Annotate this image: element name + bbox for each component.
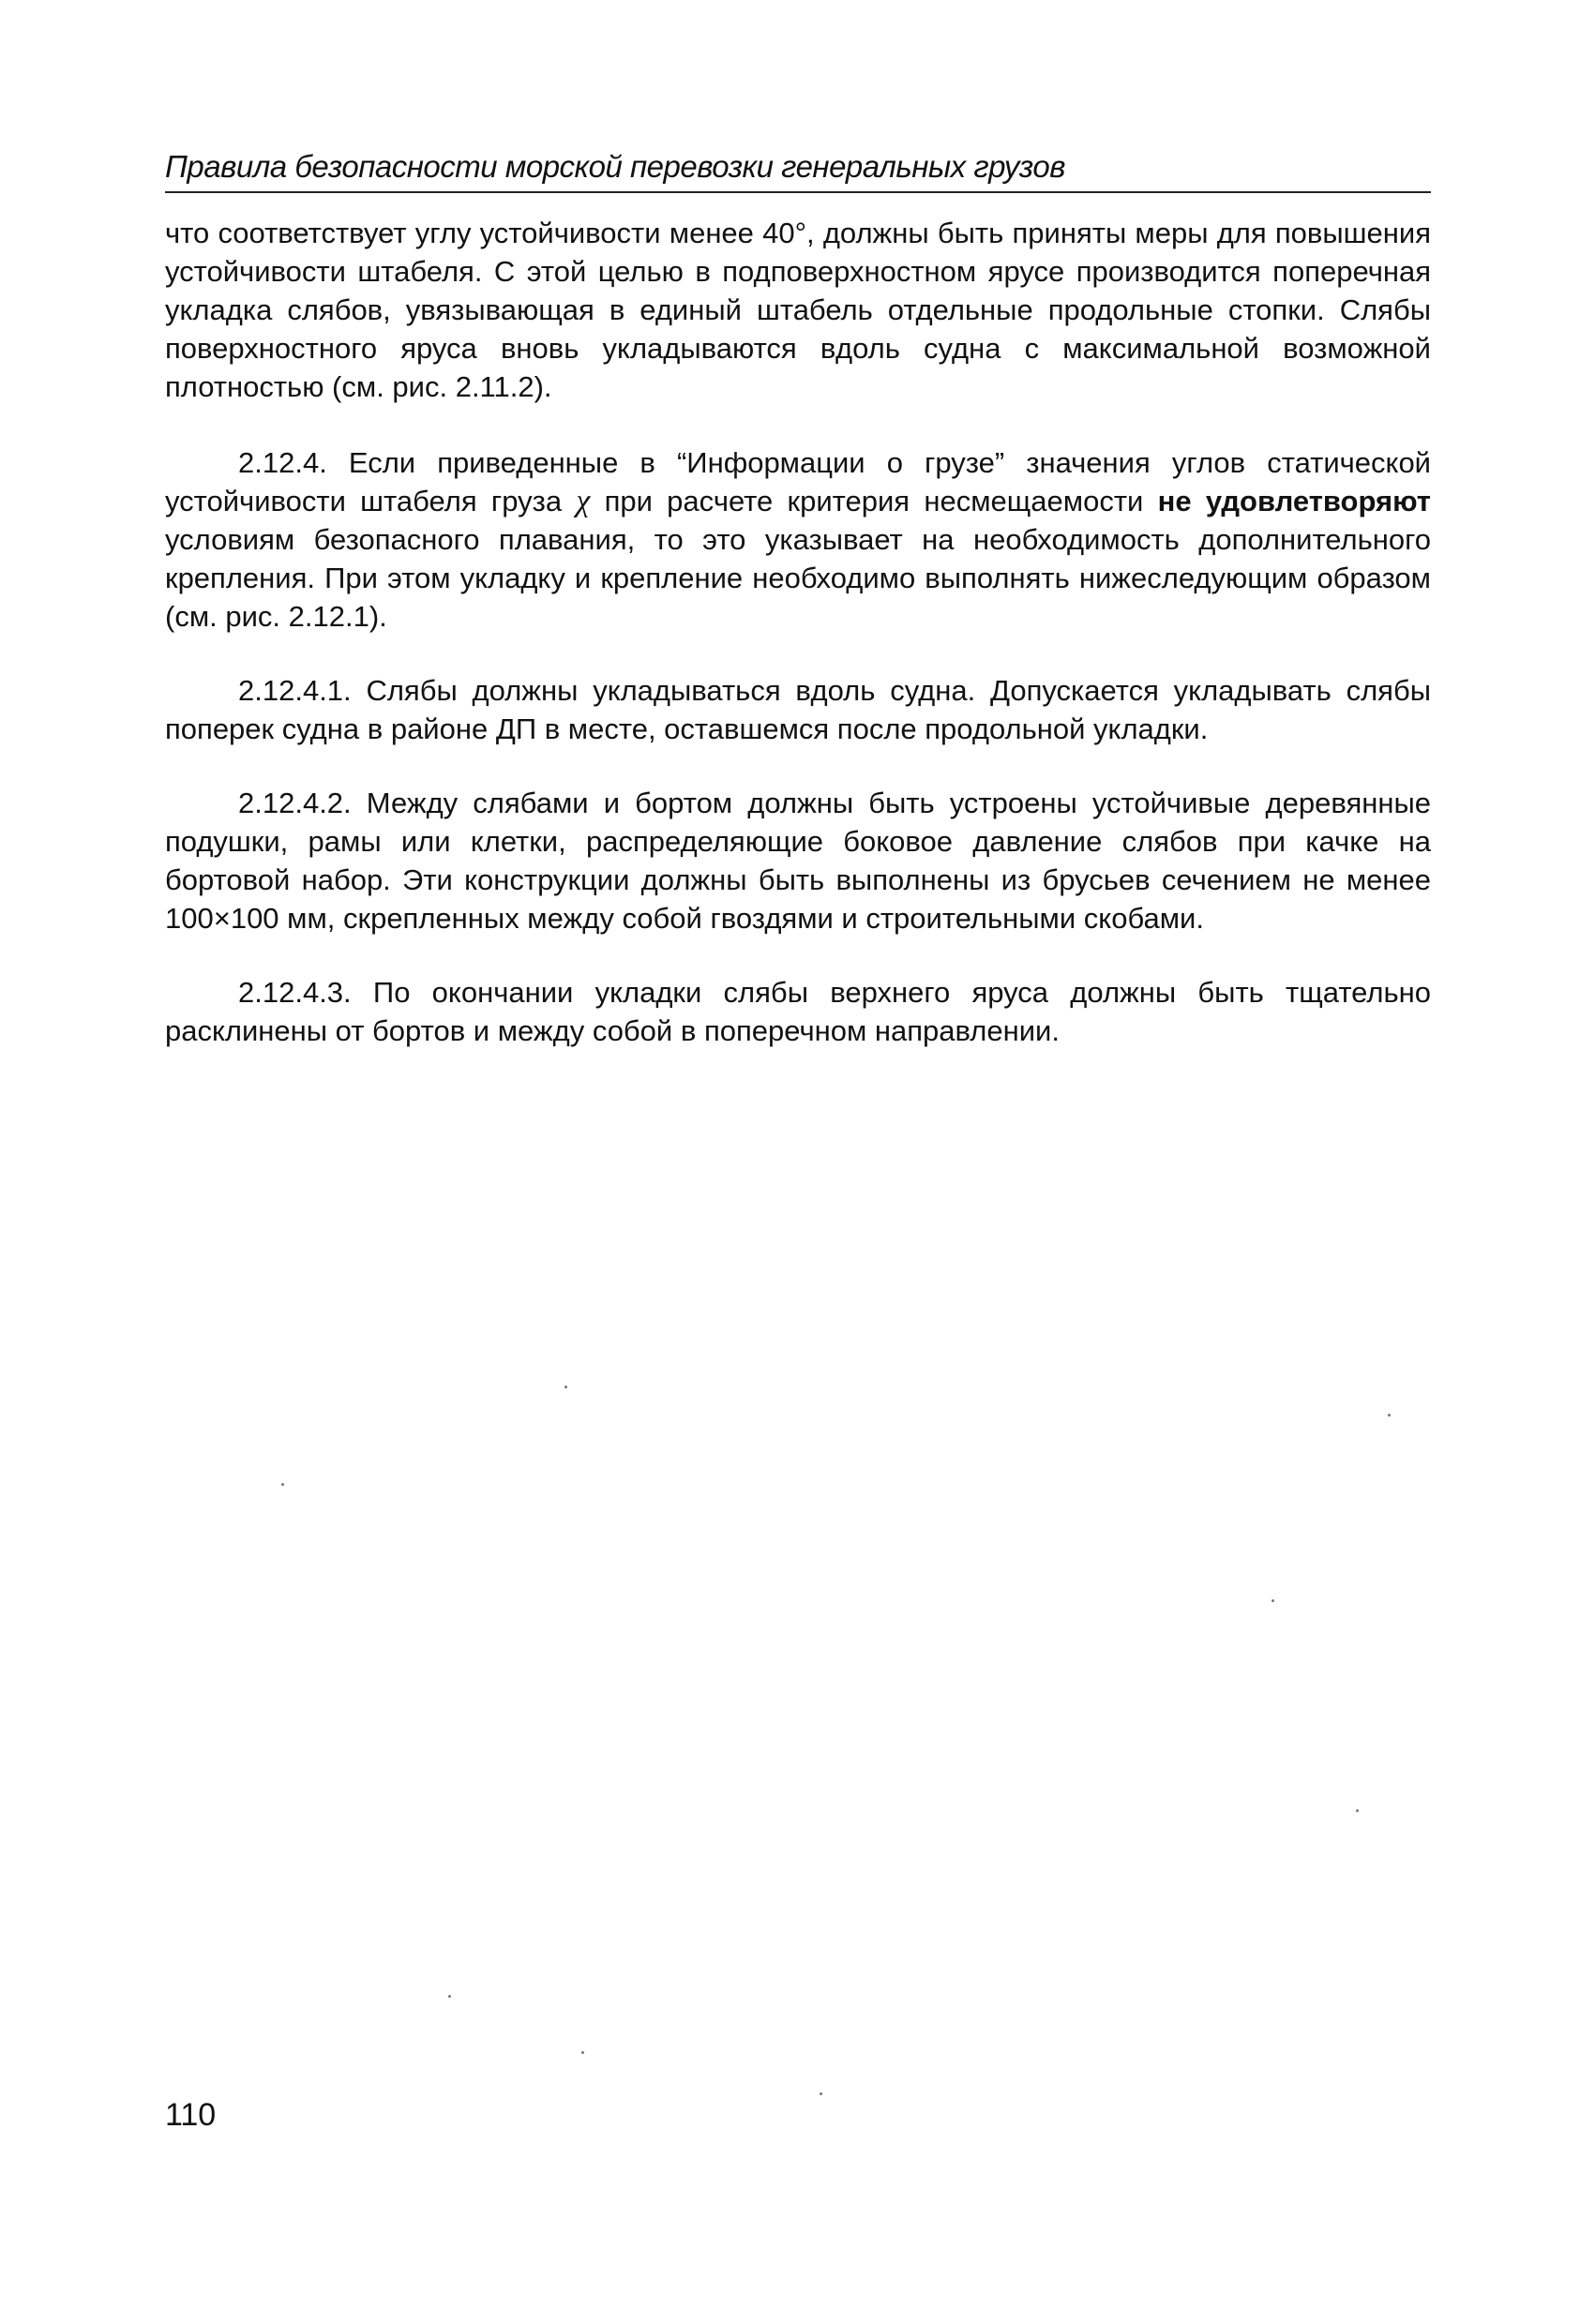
- paragraph-text: 2.12.4.2. Между слябами и бортом должны быть устроены устойчивые деревянные подушки, рамы или клетки, распределяющие боковое давление слябов при качке на бортовой набор. Эти конструкции должны быть выполнены из брусьев сечением не менее 100×100 мм, скрепленных между собой гвоздями и строительными скобами.: [165, 787, 1431, 935]
- paragraph-2-12-4-3: [165, 973, 1431, 1050]
- scan-speck: [281, 1483, 284, 1486]
- chi-symbol: χ: [576, 484, 591, 518]
- paragraph-text: 2.12.4. Если приведенные в “Информации о грузе” значения углов статической устойчивости штабеля груза: [165, 446, 1431, 517]
- paragraph-text: условиям безопасного плавания, то это указывает на необходимость дополнительного крепления. При этом укладку и крепление необходимо выполнять нижеследующим образом (см. рис. 2.12.1).: [165, 523, 1431, 633]
- bold-emphasis: не удовлетворяют: [1157, 485, 1431, 517]
- scan-speck: [581, 2051, 584, 2054]
- paragraph-continuation: что соответствует углу устойчивости менее 40°, должны быть приняты меры для повышения устойчивости штабеля. С этой целью в подповерхностном ярусе производится поперечная укладка слябов, увязывающая в единый штабель отдельные продольные стопки. Слябы поверхностного яруса вновь укладываются вдоль судна с максимальной возможной плотностью (см. рис. 2.11.2).: [165, 217, 1431, 403]
- scan-speck: [1271, 1599, 1274, 1602]
- paragraph-text: 2.12.4.1. Слябы должны укладываться вдоль судна. Допускается укладывать слябы поперек судна в районе ДП в месте, оставшемся после продольной укладки.: [165, 674, 1431, 745]
- scan-speck: [820, 2092, 822, 2095]
- scan-speck: [1356, 1809, 1359, 1812]
- page-number: 110: [165, 2097, 217, 2133]
- paragraph-text: 2.12.4.3. По окончании укладки слябы верхнего яруса должны быть тщательно расклинены от бортов и между собой в поперечном направлении.: [165, 976, 1431, 1047]
- paragraph-2-12-4-2: [165, 784, 1431, 937]
- header-rule: [165, 191, 1431, 193]
- paragraph-2-12-4: [165, 443, 1431, 636]
- paragraph-2-12-4-1: [165, 671, 1431, 748]
- scan-speck: [1388, 1414, 1391, 1417]
- body-text: [165, 214, 1431, 1086]
- scan-speck: [564, 1386, 567, 1388]
- running-header: Правила безопасности морской перевозки генеральных грузов: [165, 149, 1065, 184]
- paragraph-text: при расчете критерия несмещаемости: [590, 485, 1158, 517]
- scan-speck: [448, 1995, 451, 1998]
